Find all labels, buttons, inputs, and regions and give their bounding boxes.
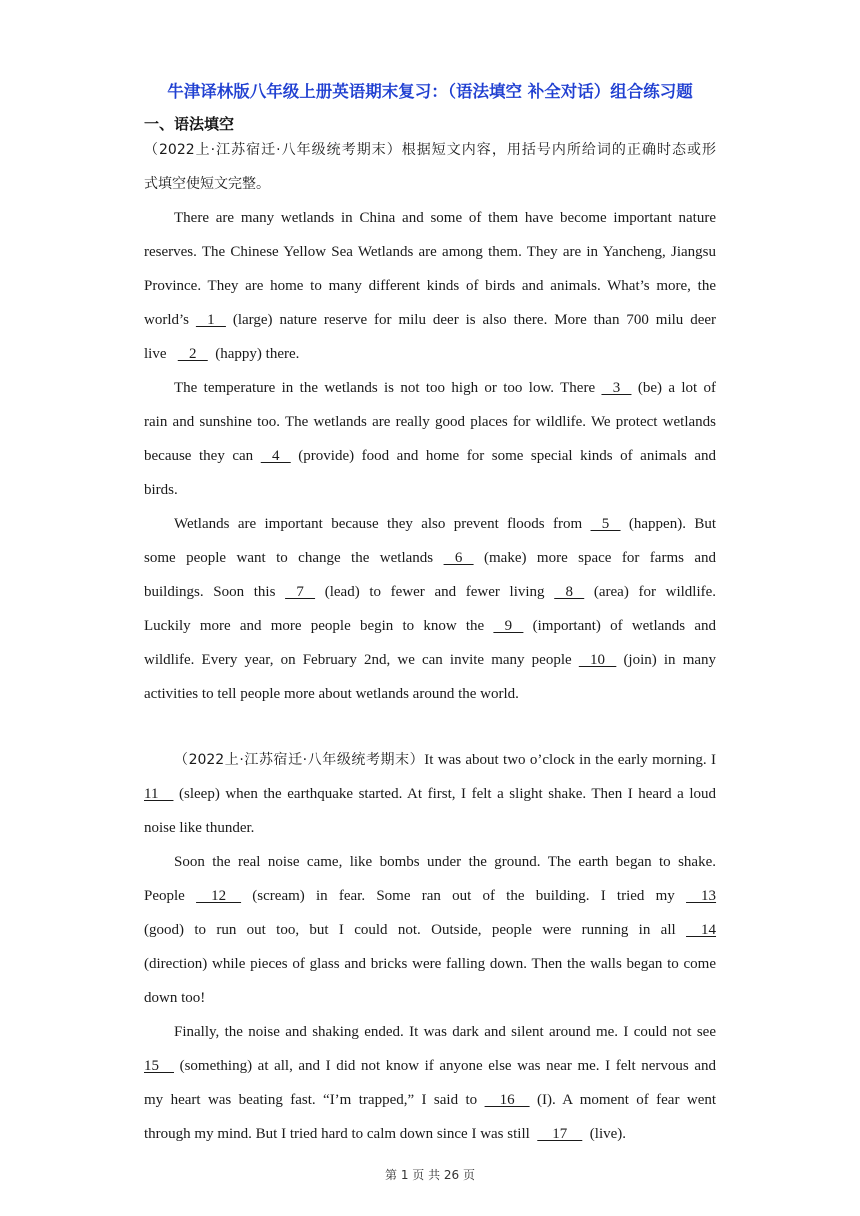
passage2-line bbox=[144, 920, 716, 940]
blank-14: 14 bbox=[686, 922, 717, 938]
line-text: (large) nature reserve for milu deer is also there. More than 700 milu deer bbox=[232, 312, 717, 328]
line-text: (happen). But bbox=[628, 516, 717, 532]
line-text: world’s bbox=[144, 312, 189, 328]
line-text: (important) of wetlands and bbox=[532, 618, 716, 634]
blank-8: 8 bbox=[554, 584, 585, 600]
passage2-line bbox=[144, 1124, 626, 1144]
passage2-line: noise like thunder. bbox=[144, 820, 255, 836]
line-text: some people want to change the wetlands bbox=[144, 550, 434, 566]
line-text: It was about two o’clock in the early morning. I bbox=[424, 752, 717, 768]
blank-4: 4 bbox=[260, 448, 291, 464]
passage1-line bbox=[144, 616, 716, 636]
passage1-line bbox=[144, 582, 716, 602]
line-text: (good) to run out too, but I could not. Outside, people were running in all bbox=[144, 922, 676, 938]
line-text: live bbox=[144, 346, 167, 362]
line-text: through my mind. But I tried hard to calm down since I was still bbox=[144, 1126, 530, 1142]
blank-1: 1 bbox=[195, 312, 226, 328]
blank-10: 10 bbox=[578, 652, 617, 668]
blank-11: 11 bbox=[144, 786, 174, 802]
blank-15: 15 bbox=[144, 1058, 174, 1074]
passage2-line: down too! bbox=[144, 990, 206, 1006]
line-text: The temperature in the wetlands is not too high or too low. There bbox=[174, 380, 596, 396]
line-text: Luckily more and more people begin to know the bbox=[144, 618, 485, 634]
line-text: buildings. Soon this bbox=[144, 584, 276, 600]
line-text: People bbox=[144, 888, 185, 904]
line-text: (lead) to fewer and fewer living bbox=[324, 584, 545, 600]
line-text: Wetlands are important because they also prevent floods from bbox=[174, 516, 583, 532]
passage1-line: birds. bbox=[144, 482, 178, 498]
passage1-intro-line1: （2022上·江苏宿迁·八年级统考期末）根据短文内容，用括号内所给词的正确时态或形 bbox=[144, 142, 716, 158]
passage1-line: activities to tell people more about wetlands around the world. bbox=[144, 686, 519, 702]
passage2-line bbox=[144, 1056, 716, 1076]
line-text: (scream) in fear. Some ran out of the building. I tried my bbox=[252, 888, 675, 904]
passage1-line bbox=[144, 548, 716, 568]
line-text: (be) a lot of bbox=[637, 380, 717, 396]
passage1-intro-line2: 式填空使短文完整。 bbox=[144, 176, 270, 192]
passage1-line: There are many wetlands in China and some of them have become important nature bbox=[174, 210, 716, 226]
line-text: my heart was beating fast. “I’m trapped,” I said to bbox=[144, 1092, 478, 1108]
blank-5: 5 bbox=[590, 516, 621, 532]
line-text: (I). A moment of fear went bbox=[536, 1092, 717, 1108]
passage1-line bbox=[174, 514, 716, 534]
blank-7: 7 bbox=[285, 584, 316, 600]
passage2-line bbox=[144, 1090, 716, 1110]
line-text: (join) in many bbox=[623, 652, 717, 668]
passage1-line bbox=[144, 650, 716, 670]
passage2-line: Soon the real noise came, like bombs under the ground. The earth began to shake. bbox=[174, 854, 716, 870]
blank-16: 16 bbox=[484, 1092, 530, 1108]
line-text: (something) at all, and I did not know if anyone else was near me. I felt nervous and bbox=[179, 1058, 716, 1074]
passage2-line bbox=[144, 886, 716, 906]
line-text: (happy) there. bbox=[215, 346, 300, 362]
passage1-line bbox=[144, 446, 716, 466]
passage1-line: Province. They are home to many different kinds of birds and animals. What’s more, the bbox=[144, 278, 716, 294]
passage2-line: (direction) while pieces of glass and bricks were falling down. Then the walls began to come bbox=[144, 956, 716, 972]
passage1-line bbox=[144, 310, 716, 330]
passage1-line: reserves. The Chinese Yellow Sea Wetlands are among them. They are in Yancheng, Jiangsu bbox=[144, 244, 716, 260]
passage1-line bbox=[174, 378, 716, 398]
source-label: （2022上·江苏宿迁·八年级统考期末） bbox=[174, 752, 425, 768]
line-text: (area) for wildlife. bbox=[593, 584, 717, 600]
line-text: (live). bbox=[589, 1126, 627, 1142]
line-text: because they can bbox=[144, 448, 254, 464]
passage2-line: Finally, the noise and shaking ended. It was dark and silent around me. I could not see bbox=[174, 1024, 716, 1040]
line-text: wildlife. Every year, on February 2nd, we can invite many people bbox=[144, 652, 572, 668]
blank-9: 9 bbox=[493, 618, 524, 634]
blank-6: 6 bbox=[443, 550, 474, 566]
blank-17: 17 bbox=[537, 1126, 583, 1142]
blank-2: 2 bbox=[177, 346, 208, 362]
line-text: (make) more space for farms and bbox=[484, 550, 717, 566]
passage2-line bbox=[144, 784, 716, 804]
line-text: (sleep) when the earthquake started. At first, I felt a slight shake. Then I heard a loud bbox=[179, 786, 716, 802]
passage1-line: rain and sunshine too. The wetlands are really good places for wildlife. We protect wetlands bbox=[144, 414, 716, 430]
passage1-line bbox=[144, 344, 299, 364]
blank-13: 13 bbox=[686, 888, 717, 904]
blank-3: 3 bbox=[601, 380, 632, 396]
line-text: (provide) food and home for some special kinds of animals and bbox=[298, 448, 717, 464]
passage2-line bbox=[174, 750, 716, 770]
page-footer: 第 1 页 共 26 页 bbox=[385, 1168, 475, 1182]
section-heading: 一、语法填空 bbox=[144, 115, 235, 133]
blank-12: 12 bbox=[196, 888, 242, 904]
page-title: 牛津译林版八年级上册英语期末复习：（语法填空 补全对话）组合练习题 bbox=[167, 82, 693, 101]
